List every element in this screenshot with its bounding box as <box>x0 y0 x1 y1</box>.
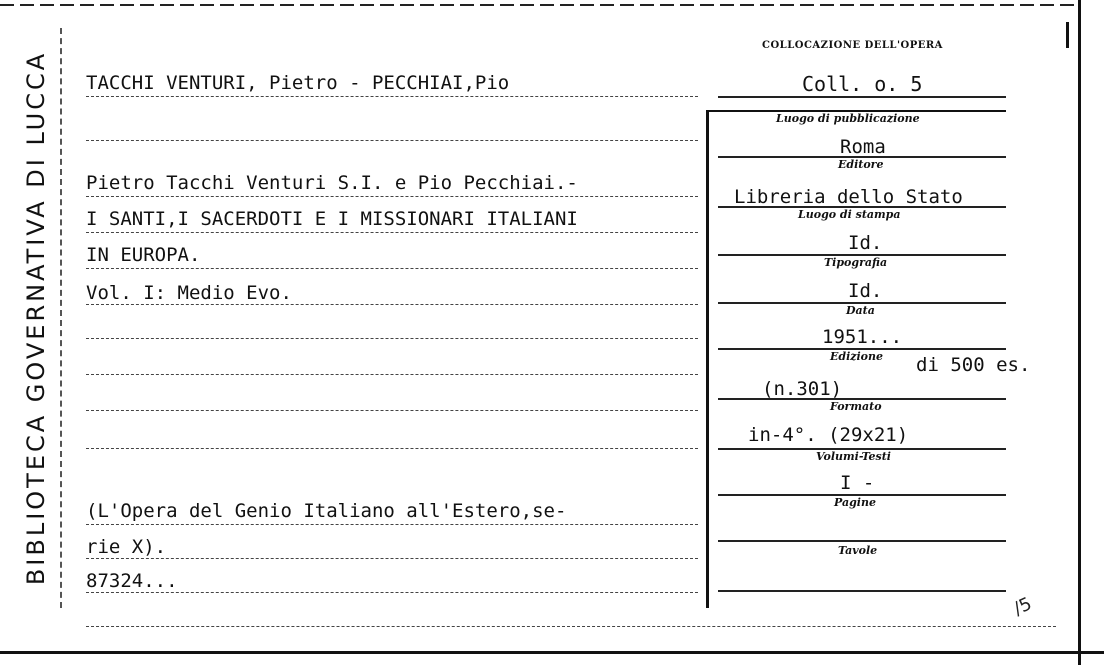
value-tipografia: Id. <box>848 280 883 302</box>
value-volumi: I - <box>840 472 875 494</box>
blank-rule-1 <box>86 140 698 141</box>
card-left-margin-rule <box>60 28 63 608</box>
author-rule <box>86 96 698 97</box>
title-rule-4 <box>86 304 698 305</box>
value-luogo-pubblicazione: Roma <box>840 136 886 158</box>
label-editore: Editore <box>838 158 884 171</box>
footer-rule <box>86 626 1056 627</box>
label-luogo-pubblicazione: Luogo di pubblicazione <box>776 112 920 125</box>
label-tavole: Tavole <box>838 544 878 557</box>
value-formato: in-4°. (29x21) <box>748 424 909 446</box>
blank-rule-5 <box>86 448 698 449</box>
value-editore: Libreria dello Stato <box>734 186 963 208</box>
collocazione-value: Coll. o. 5 <box>802 72 923 96</box>
title-rule-3 <box>86 268 698 269</box>
inventory-number: 87324... <box>86 570 178 592</box>
series-rule-2 <box>86 558 698 559</box>
card-right-border <box>1078 0 1081 665</box>
label-pagine: Pagine <box>834 496 876 509</box>
label-edizione: Edizione <box>830 350 884 363</box>
right-column-divider <box>706 112 709 608</box>
label-data: Data <box>846 304 875 317</box>
series-rule-1 <box>86 524 698 525</box>
rule-tavole <box>718 590 1006 592</box>
series-line-2: rie X). <box>86 536 167 558</box>
title-line-4: Vol. I: Medio Evo. <box>86 282 292 304</box>
blank-rule-3 <box>86 374 698 375</box>
value-luogo-stampa: Id. <box>848 232 883 254</box>
series-line-1: (L'Opera del Genio Italiano all'Estero,se- <box>86 500 567 522</box>
card-top-border <box>0 4 1078 6</box>
label-volumi: Volumi-Testi <box>816 450 891 463</box>
title-line-1: Pietro Tacchi Venturi S.I. e Pio Pecchiai.- <box>86 172 578 194</box>
series-rule-3 <box>86 592 698 593</box>
title-rule-1 <box>86 196 698 197</box>
value-data: 1951... <box>822 326 903 348</box>
label-luogo-stampa: Luogo di stampa <box>798 208 901 221</box>
card-bottom-border <box>0 651 1104 654</box>
rule-pagine <box>718 540 1006 542</box>
collocazione-underline <box>718 96 1006 98</box>
title-line-3: IN EUROPA. <box>86 244 201 266</box>
label-formato: Formato <box>830 400 882 413</box>
blank-rule-4 <box>86 410 698 411</box>
card-corner-tick <box>1066 22 1069 48</box>
title-rule-2 <box>86 232 698 233</box>
label-tipografia: Tipografia <box>824 256 888 269</box>
collocazione-header: COLLOCAZIONE DELL'OPERA <box>762 40 943 51</box>
blank-rule-2 <box>86 338 698 339</box>
library-name: BIBLIOTECA GOVERNATIVA DI LUCCA <box>22 50 50 586</box>
value-edizione: di 500 es. <box>916 354 1031 376</box>
value-edizione-number: (n.301) <box>762 378 843 400</box>
author-line: TACCHI VENTURI, Pietro - PECCHIAI,Pio <box>86 72 510 94</box>
corner-scribble: /5 <box>1010 593 1036 620</box>
title-line-2: I SANTI,I SACERDOTI E I MISSIONARI ITALIANI <box>86 208 578 230</box>
